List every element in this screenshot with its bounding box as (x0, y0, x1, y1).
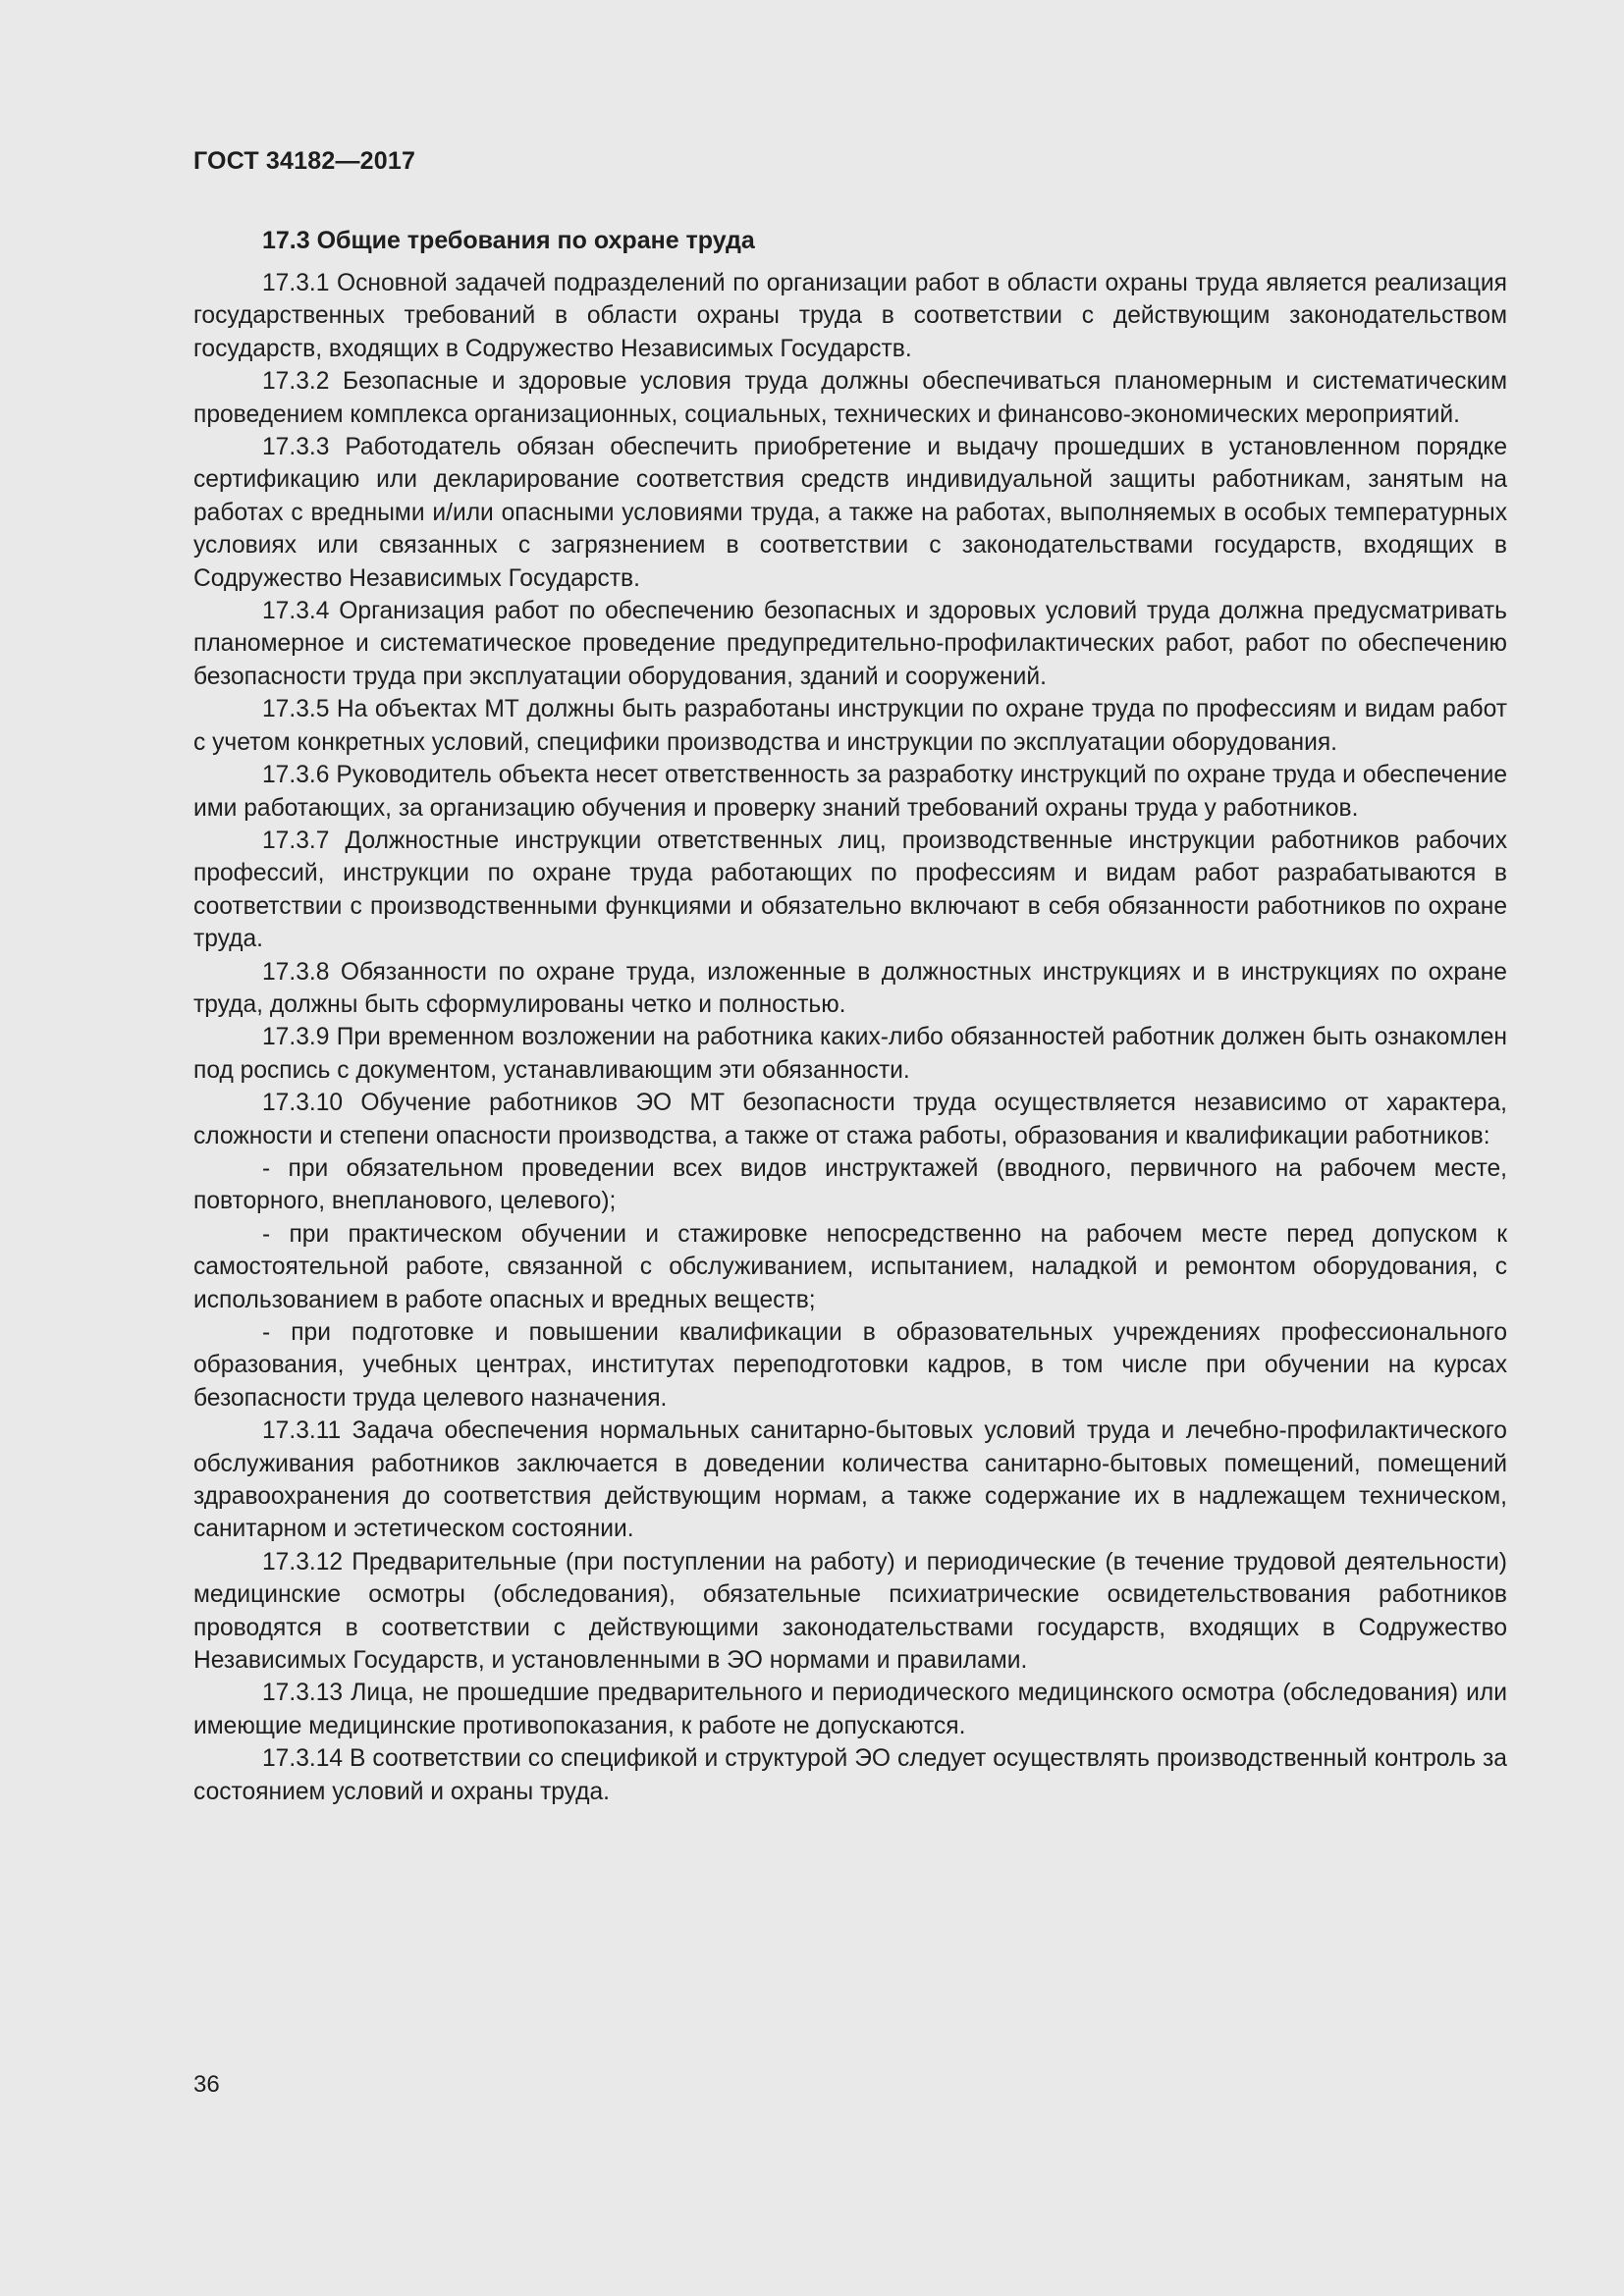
paragraph-17-3-14: 17.3.14 В соответствии со спецификой и структурой ЭО следует осуществлять производственный контроль за состоянием условий и охраны труда. (193, 1745, 1507, 1805)
paragraph-17-3-11: 17.3.11 Задача обеспечения нормальных санитарно-бытовых условий труда и лечебно-профилактического обслуживания работников заключается в доведении количества санитарно-бытовых помещений, помещений здравоохранения до соответствия действующим нормам, а также содержание их в надлежащем техническом, санитарном и эстетическом состоянии. (193, 1417, 1507, 1543)
paragraph-17-3-3: 17.3.3 Работодатель обязан обеспечить приобретение и выдачу прошедших в установленном порядке сертификацию или декларирование соответствия средств индивидуальной защиты работникам, занятым на работах с вредными и/или опасными условиями труда, а также на работах, выполняемых в особых температурных условиях или связанных с загрязнением в соответствии с законодательствами государств, входящих в Содружество Независимых Государств. (193, 434, 1507, 592)
paragraph-17-3-4: 17.3.4 Организация работ по обеспечению безопасных и здоровых условий труда должна предусматривать планомерное и систематическое проведение предупредительно-профилактических работ, работ по обеспечению безопасности труда при эксплуатации оборудования, зданий и сооружений. (193, 598, 1507, 690)
paragraph-17-3-5: 17.3.5 На объектах МТ должны быть разработаны инструкции по охране труда по профессиям и видам работ с учетом конкретных условий, специфики производства и инструкции по эксплуатации оборудования. (193, 696, 1507, 756)
paragraph-17-3-9: 17.3.9 При временном возложении на работника каких-либо обязанностей работник должен быть ознакомлен под роспись с документом, устанавливающим эти обязанности. (193, 1024, 1507, 1084)
document-body (193, 224, 1507, 1808)
paragraph-17-3-7: 17.3.7 Должностные инструкции ответственных лиц, производственные инструкции работников рабочих профессий, инструкции по охране труда работающих по профессиям и видам работ разрабатываются в соответствии с производственными функциями и обязательно включают в себя обязанности работников по охране труда. (193, 827, 1507, 953)
paragraph-17-3-12: 17.3.12 Предварительные (при поступлении на работу) и периодические (в течение трудовой деятельности) медицинские осмотры (обследования), обязательные психиатрические освидетельствования работников проводятся в соответствии с действующими законодательствами государств, входящих в Содружество Независимых Государств, и установленными в ЭО нормами и правилами. (193, 1548, 1507, 1675)
paragraph-17-3-13: 17.3.13 Лица, не прошедшие предварительного и периодического медицинского осмотра (обследования) или имеющие медицинские противопоказания, к работе не допускаются. (193, 1680, 1507, 1739)
page-number: 36 (193, 2071, 220, 2098)
list-item: - при подготовке и повышении квалификации в образовательных учреждениях профессионального образования, учебных центрах, институтах переподготовки кадров, в том числе при обучении на курсах безопасности труда целевого назначения. (193, 1319, 1507, 1412)
paragraph-17-3-8: 17.3.8 Обязанности по охране труда, изложенные в должностных инструкциях и в инструкциях по охране труда, должны быть сформулированы четко и полностью. (193, 958, 1507, 1018)
paragraph-17-3-1: 17.3.1 Основной задачей подразделений по организации работ в области охраны труда является реализация государственных требований в области охраны труда в соответствии с действующим законодательством государств, входящих в Содружество Независимых Государств. (193, 270, 1507, 362)
paragraph-17-3-10: 17.3.10 Обучение работников ЭО МТ безопасности труда осуществляется независимо от характера, сложности и степени опасности производства, а также от стажа работы, образования и квалификации работников: (193, 1090, 1507, 1149)
paragraph-17-3-2: 17.3.2 Безопасные и здоровые условия труда должны обеспечиваться планомерным и систематическим проведением комплекса организационных, социальных, технических и финансово-экономических мероприятий. (193, 368, 1507, 428)
paragraph-17-3-6: 17.3.6 Руководитель объекта несет ответственность за разработку инструкций по охране труда и обеспечение ими работающих, за организацию обучения и проверку знаний требований охраны труда у работников. (193, 762, 1507, 822)
list-item: - при практическом обучении и стажировке непосредственно на рабочем месте перед допуском к самостоятельной работе, связанной с обслуживанием, испытанием, наладкой и ремонтом оборудования, с использованием в работе опасных и вредных веществ; (193, 1220, 1507, 1313)
list-item: - при обязательном проведении всех видов инструктажей (вводного, первичного на рабочем месте, повторного, внепланового, целевого); (193, 1154, 1507, 1215)
section-title: 17.3 Общие требования по охране труда (262, 227, 755, 254)
document-code-header: ГОСТ 34182—2017 (193, 147, 416, 175)
